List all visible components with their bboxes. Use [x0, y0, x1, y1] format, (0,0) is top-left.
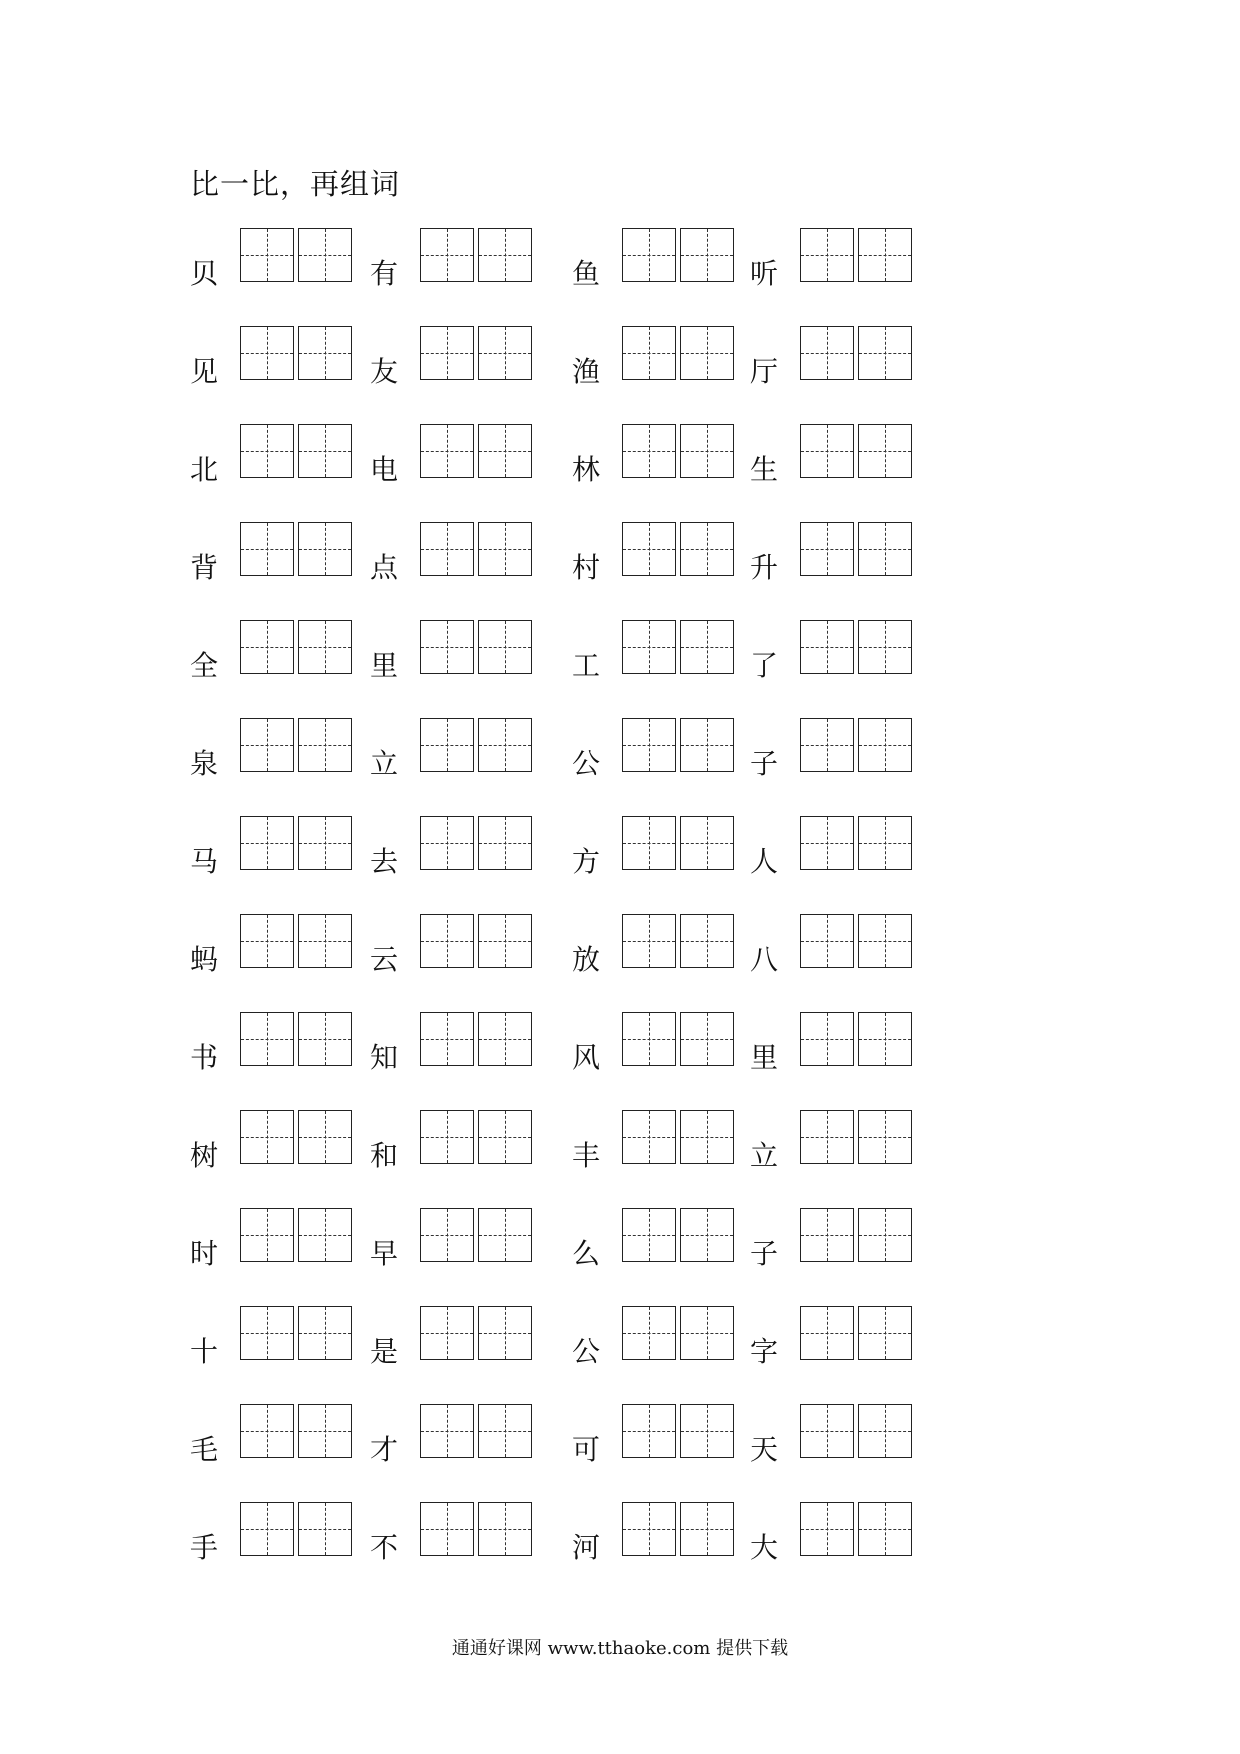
- writing-boxes: [622, 816, 734, 870]
- prompt-character: 公: [572, 1335, 601, 1368]
- writing-boxes: [240, 1110, 352, 1164]
- writing-box[interactable]: [622, 228, 676, 282]
- writing-box[interactable]: [680, 914, 734, 968]
- writing-boxes: [800, 522, 912, 576]
- writing-boxes: [800, 228, 912, 282]
- writing-box[interactable]: [240, 522, 294, 576]
- writing-box[interactable]: [298, 1012, 352, 1066]
- prompt-character: 厅: [750, 355, 779, 388]
- writing-boxes: [622, 914, 734, 968]
- writing-boxes: [622, 326, 734, 380]
- word-row: [190, 522, 1010, 582]
- writing-boxes: [240, 718, 352, 772]
- word-row: [190, 620, 1010, 680]
- prompt-character: 见: [190, 355, 219, 388]
- writing-box[interactable]: [240, 326, 294, 380]
- writing-boxes: [420, 1110, 532, 1164]
- writing-box[interactable]: [800, 914, 854, 968]
- word-row: [190, 424, 1010, 484]
- writing-box[interactable]: [800, 1306, 854, 1360]
- prompt-character: 立: [750, 1139, 779, 1172]
- writing-boxes: [800, 326, 912, 380]
- writing-boxes: [240, 1502, 352, 1556]
- prompt-character: 点: [370, 551, 399, 584]
- writing-box[interactable]: [298, 1502, 352, 1556]
- writing-box[interactable]: [858, 228, 912, 282]
- writing-box[interactable]: [478, 1012, 532, 1066]
- writing-box[interactable]: [298, 718, 352, 772]
- writing-box[interactable]: [420, 326, 474, 380]
- word-row: [190, 228, 1010, 288]
- writing-boxes: [420, 424, 532, 478]
- writing-boxes: [800, 1306, 912, 1360]
- writing-box[interactable]: [680, 620, 734, 674]
- prompt-character: 时: [190, 1237, 219, 1270]
- writing-box[interactable]: [858, 620, 912, 674]
- writing-boxes: [800, 424, 912, 478]
- writing-boxes: [622, 1404, 734, 1458]
- writing-box[interactable]: [240, 914, 294, 968]
- writing-box[interactable]: [298, 424, 352, 478]
- writing-box[interactable]: [478, 522, 532, 576]
- writing-box[interactable]: [420, 424, 474, 478]
- writing-boxes: [420, 914, 532, 968]
- prompt-character: 人: [750, 845, 779, 878]
- prompt-character: 全: [190, 649, 219, 682]
- writing-box[interactable]: [478, 1208, 532, 1262]
- writing-box[interactable]: [420, 1404, 474, 1458]
- writing-boxes: [240, 816, 352, 870]
- writing-boxes: [622, 1306, 734, 1360]
- writing-box[interactable]: [680, 424, 734, 478]
- writing-boxes: [420, 1306, 532, 1360]
- prompt-character: 和: [370, 1139, 399, 1172]
- writing-box[interactable]: [298, 1208, 352, 1262]
- word-row: [190, 914, 1010, 974]
- writing-box[interactable]: [478, 1306, 532, 1360]
- writing-box[interactable]: [680, 326, 734, 380]
- writing-box[interactable]: [420, 228, 474, 282]
- writing-box[interactable]: [298, 522, 352, 576]
- prompt-character: 听: [750, 257, 779, 290]
- prompt-character: 可: [572, 1433, 601, 1466]
- prompt-character: 天: [750, 1433, 779, 1466]
- writing-box[interactable]: [240, 1110, 294, 1164]
- prompt-character: 河: [572, 1531, 601, 1564]
- writing-box[interactable]: [622, 1012, 676, 1066]
- prompt-character: 大: [750, 1531, 779, 1564]
- word-row: [190, 1208, 1010, 1268]
- writing-boxes: [800, 914, 912, 968]
- prompt-character: 蚂: [190, 943, 219, 976]
- writing-box[interactable]: [622, 914, 676, 968]
- writing-box[interactable]: [420, 522, 474, 576]
- writing-box[interactable]: [800, 718, 854, 772]
- writing-box[interactable]: [420, 914, 474, 968]
- writing-box[interactable]: [420, 1012, 474, 1066]
- writing-box[interactable]: [622, 1404, 676, 1458]
- writing-box[interactable]: [680, 816, 734, 870]
- writing-box[interactable]: [858, 326, 912, 380]
- writing-boxes: [240, 914, 352, 968]
- prompt-character: 公: [572, 747, 601, 780]
- writing-box[interactable]: [420, 1110, 474, 1164]
- writing-box[interactable]: [858, 1012, 912, 1066]
- writing-box[interactable]: [800, 1502, 854, 1556]
- writing-box[interactable]: [240, 1012, 294, 1066]
- writing-box[interactable]: [240, 228, 294, 282]
- writing-box[interactable]: [298, 326, 352, 380]
- writing-box[interactable]: [622, 522, 676, 576]
- writing-box[interactable]: [478, 1502, 532, 1556]
- prompt-character: 毛: [190, 1433, 219, 1466]
- prompt-character: 么: [572, 1237, 601, 1270]
- prompt-character: 八: [750, 943, 779, 976]
- prompt-character: 北: [190, 453, 219, 486]
- prompt-character: 子: [750, 1237, 779, 1270]
- prompt-character: 书: [190, 1041, 219, 1074]
- writing-box[interactable]: [858, 424, 912, 478]
- writing-boxes: [240, 1306, 352, 1360]
- writing-box[interactable]: [800, 326, 854, 380]
- prompt-character: 友: [370, 355, 399, 388]
- writing-box[interactable]: [622, 816, 676, 870]
- footer-credit: 通通好课网 www.tthaoke.com 提供下载: [451, 1638, 789, 1659]
- prompt-character: 林: [572, 453, 601, 486]
- writing-boxes: [800, 816, 912, 870]
- writing-box[interactable]: [858, 1208, 912, 1262]
- writing-boxes: [622, 1208, 734, 1262]
- writing-box[interactable]: [858, 1404, 912, 1458]
- writing-box[interactable]: [240, 1306, 294, 1360]
- writing-box[interactable]: [298, 816, 352, 870]
- writing-box[interactable]: [680, 1502, 734, 1556]
- writing-box[interactable]: [858, 1306, 912, 1360]
- writing-box[interactable]: [420, 718, 474, 772]
- writing-boxes: [622, 1012, 734, 1066]
- writing-box[interactable]: [680, 1012, 734, 1066]
- writing-box[interactable]: [800, 228, 854, 282]
- writing-box[interactable]: [478, 914, 532, 968]
- prompt-character: 里: [750, 1041, 779, 1074]
- writing-box[interactable]: [298, 914, 352, 968]
- prompt-character: 放: [572, 943, 601, 976]
- writing-box[interactable]: [420, 1502, 474, 1556]
- writing-boxes: [800, 620, 912, 674]
- prompt-character: 了: [750, 649, 779, 682]
- writing-box[interactable]: [680, 522, 734, 576]
- prompt-character: 工: [572, 649, 601, 682]
- writing-boxes: [622, 1110, 734, 1164]
- writing-boxes: [240, 620, 352, 674]
- writing-box[interactable]: [478, 1110, 532, 1164]
- writing-boxes: [622, 424, 734, 478]
- writing-box[interactable]: [800, 1110, 854, 1164]
- writing-box[interactable]: [298, 620, 352, 674]
- prompt-character: 方: [572, 845, 601, 878]
- prompt-character: 贝: [190, 257, 219, 290]
- word-row: [190, 816, 1010, 876]
- writing-boxes: [622, 228, 734, 282]
- writing-box[interactable]: [420, 1306, 474, 1360]
- writing-box[interactable]: [420, 1208, 474, 1262]
- writing-box[interactable]: [680, 1306, 734, 1360]
- writing-box[interactable]: [622, 718, 676, 772]
- writing-box[interactable]: [298, 228, 352, 282]
- writing-boxes: [420, 228, 532, 282]
- writing-box[interactable]: [298, 1306, 352, 1360]
- writing-boxes: [420, 1502, 532, 1556]
- prompt-character: 早: [370, 1237, 399, 1270]
- prompt-character: 树: [190, 1139, 219, 1172]
- prompt-character: 背: [190, 551, 219, 584]
- writing-box[interactable]: [420, 816, 474, 870]
- writing-box[interactable]: [240, 1404, 294, 1458]
- word-row: [190, 1502, 1010, 1562]
- prompt-character: 去: [370, 845, 399, 878]
- writing-boxes: [420, 620, 532, 674]
- writing-box[interactable]: [622, 326, 676, 380]
- writing-box[interactable]: [622, 1208, 676, 1262]
- prompt-character: 电: [370, 453, 399, 486]
- writing-box[interactable]: [858, 522, 912, 576]
- writing-box[interactable]: [800, 620, 854, 674]
- writing-box[interactable]: [622, 1502, 676, 1556]
- worksheet-title: 比一比，再组词: [190, 167, 401, 201]
- writing-box[interactable]: [800, 816, 854, 870]
- writing-boxes: [240, 1208, 352, 1262]
- writing-boxes: [240, 228, 352, 282]
- writing-box[interactable]: [240, 1208, 294, 1262]
- writing-box[interactable]: [800, 522, 854, 576]
- writing-box[interactable]: [478, 424, 532, 478]
- writing-boxes: [622, 522, 734, 576]
- prompt-character: 云: [370, 943, 399, 976]
- writing-boxes: [420, 718, 532, 772]
- writing-box[interactable]: [240, 424, 294, 478]
- writing-boxes: [420, 816, 532, 870]
- writing-box[interactable]: [680, 718, 734, 772]
- prompt-character: 风: [572, 1041, 601, 1074]
- writing-box[interactable]: [478, 718, 532, 772]
- writing-boxes: [240, 326, 352, 380]
- writing-boxes: [420, 1208, 532, 1262]
- writing-box[interactable]: [298, 1110, 352, 1164]
- writing-boxes: [240, 1012, 352, 1066]
- word-row: [190, 718, 1010, 778]
- writing-boxes: [622, 718, 734, 772]
- prompt-character: 有: [370, 257, 399, 290]
- writing-box[interactable]: [800, 1404, 854, 1458]
- writing-boxes: [420, 1012, 532, 1066]
- writing-box[interactable]: [622, 620, 676, 674]
- prompt-character: 丰: [572, 1139, 601, 1172]
- prompt-character: 渔: [572, 355, 601, 388]
- prompt-character: 不: [370, 1531, 399, 1564]
- writing-box[interactable]: [800, 424, 854, 478]
- writing-boxes: [420, 522, 532, 576]
- writing-box[interactable]: [240, 718, 294, 772]
- prompt-character: 手: [190, 1531, 219, 1564]
- writing-box[interactable]: [680, 1110, 734, 1164]
- writing-box[interactable]: [858, 1502, 912, 1556]
- prompt-character: 是: [370, 1335, 399, 1368]
- writing-boxes: [800, 1208, 912, 1262]
- writing-box[interactable]: [478, 326, 532, 380]
- prompt-character: 才: [370, 1433, 399, 1466]
- writing-boxes: [622, 1502, 734, 1556]
- word-row: [190, 1012, 1010, 1072]
- writing-boxes: [800, 1404, 912, 1458]
- writing-boxes: [240, 522, 352, 576]
- writing-box[interactable]: [420, 620, 474, 674]
- writing-boxes: [240, 1404, 352, 1458]
- writing-boxes: [800, 1502, 912, 1556]
- writing-boxes: [420, 326, 532, 380]
- writing-box[interactable]: [680, 1208, 734, 1262]
- writing-box[interactable]: [800, 1012, 854, 1066]
- writing-box[interactable]: [478, 816, 532, 870]
- prompt-character: 鱼: [572, 257, 601, 290]
- writing-box[interactable]: [800, 1208, 854, 1262]
- writing-box[interactable]: [478, 620, 532, 674]
- writing-box[interactable]: [298, 1404, 352, 1458]
- writing-box[interactable]: [478, 228, 532, 282]
- word-row: [190, 1110, 1010, 1170]
- writing-box[interactable]: [858, 816, 912, 870]
- prompt-character: 升: [750, 551, 779, 584]
- word-row: [190, 1306, 1010, 1366]
- prompt-character: 泉: [190, 747, 219, 780]
- prompt-character: 十: [190, 1335, 219, 1368]
- writing-box[interactable]: [680, 1404, 734, 1458]
- writing-box[interactable]: [858, 1110, 912, 1164]
- word-row: [190, 326, 1010, 386]
- writing-box[interactable]: [680, 228, 734, 282]
- prompt-character: 知: [370, 1041, 399, 1074]
- writing-boxes: [800, 1012, 912, 1066]
- writing-boxes: [420, 1404, 532, 1458]
- writing-boxes: [800, 1110, 912, 1164]
- prompt-character: 子: [750, 747, 779, 780]
- writing-box[interactable]: [478, 1404, 532, 1458]
- writing-box[interactable]: [622, 424, 676, 478]
- writing-box[interactable]: [858, 914, 912, 968]
- writing-box[interactable]: [622, 1306, 676, 1360]
- writing-box[interactable]: [240, 816, 294, 870]
- writing-boxes: [240, 424, 352, 478]
- prompt-character: 马: [190, 845, 219, 878]
- writing-box[interactable]: [240, 1502, 294, 1556]
- word-row: [190, 1404, 1010, 1464]
- prompt-character: 字: [750, 1335, 779, 1368]
- prompt-character: 生: [750, 453, 779, 486]
- prompt-character: 立: [370, 747, 399, 780]
- writing-box[interactable]: [858, 718, 912, 772]
- writing-boxes: [800, 718, 912, 772]
- prompt-character: 里: [370, 649, 399, 682]
- writing-boxes: [622, 620, 734, 674]
- writing-box[interactable]: [240, 620, 294, 674]
- writing-box[interactable]: [622, 1110, 676, 1164]
- prompt-character: 村: [572, 551, 601, 584]
